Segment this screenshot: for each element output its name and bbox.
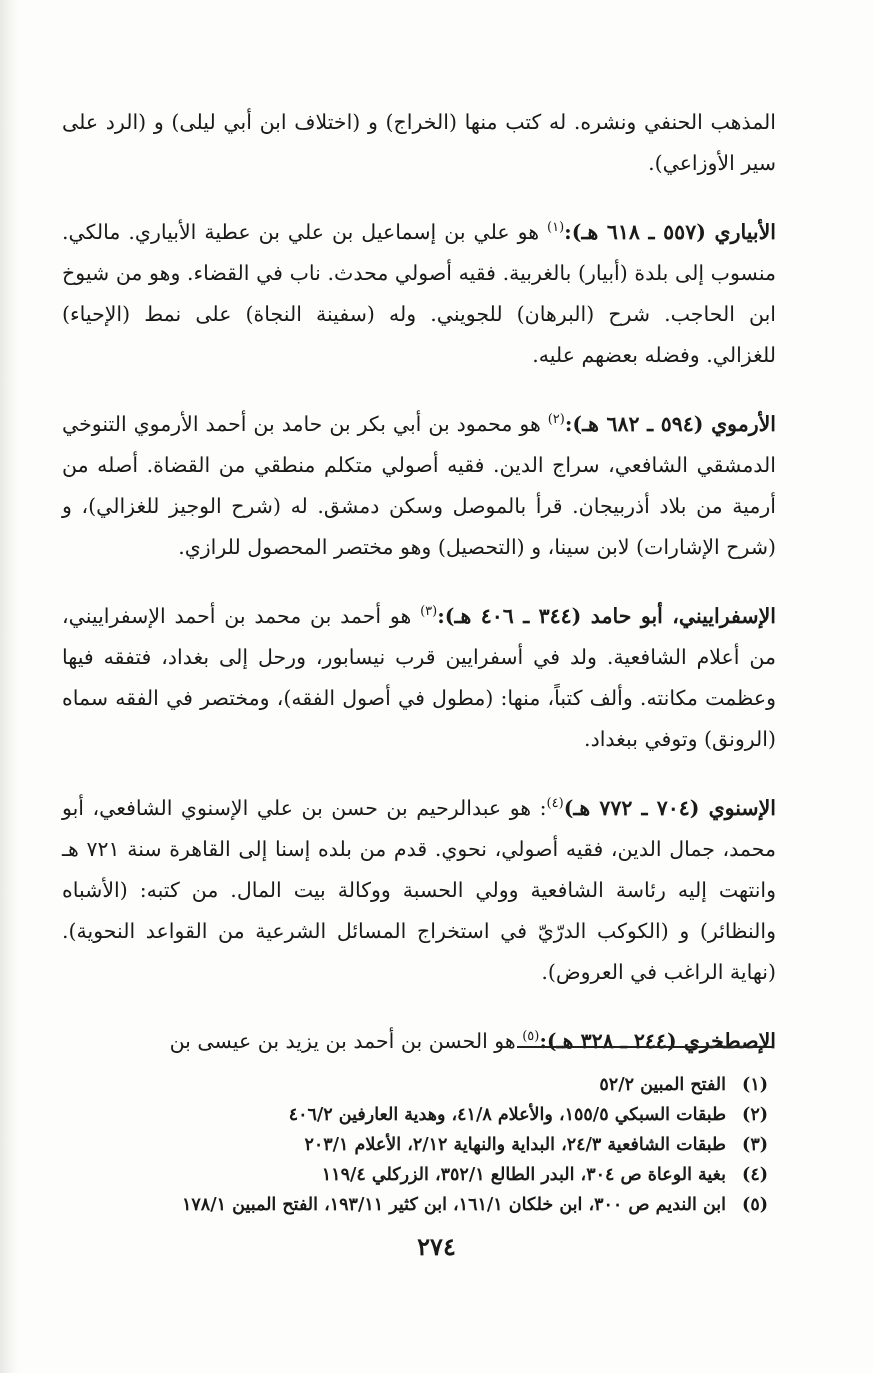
entry-armawi [62, 404, 776, 568]
entry-heading: الإسفراييني، أبو حامد (٣٤٤ ـ ٤٠٦ هـ): [437, 604, 776, 628]
footnote-item [62, 1100, 768, 1130]
footnotes-list [62, 1070, 768, 1220]
entry-body: هو علي بن إسماعيل بن علي بن عطية الأبياري. مالكي. منسوب إلى بلدة (أبيار) بالغربية. فقيه أصولي محدث. ناب في القضاء. وهو من شيوخ ابن الحاجب. شرح (البرهان) للجويني. وله (سفينة النجاة) على نمط (الإحياء) للغزالي. وفضله بعضهم عليه. [62, 220, 776, 367]
entry-body: : هو عبدالرحيم بن حسن بن علي الإسنوي الشافعي، أبو محمد، جمال الدين، فقيه أصولي، نحوي. قدم من بلده إسنا إلى القاهرة سنة ٧٢١ هـ وانتهت إليه رئاسة الشافعية وولي الحسبة ووكالة بيت المال. من كتبه: (الأشباه والنظائر) و (الكوكب الدرّيّ في استخراج المسائل الشرعية من القواعد النحوية). (نهاية الراغب في العروض). [62, 796, 777, 984]
entry-body: هو محمود بن أبي بكر بن حامد بن أحمد الأرموي التنوخي الدمشقي الشافعي، سراج الدين. فقيه أصولي متكلم منطقي من القضاة. أصله من أرمية من بلاد أذربيجان. قرأ بالموصل وسكن دمشق. له (شرح الوجيز للغزالي)، و (شرح الإشارات) لابن سينا، و (التحصيل) وهو مختصر المحصول للرازي. [62, 412, 776, 559]
entry-body: هو الحسن بن أحمد بن يزيد بن عيسى بن [169, 1029, 523, 1053]
footnote-number: (٤) [742, 1165, 768, 1185]
entry-isnawi [62, 788, 776, 993]
entry-heading: الإصطخري (٢٤٤ ـ ٣٢٨ هـ): [539, 1029, 776, 1053]
entry-isfarayini [62, 596, 776, 760]
footnote-number: (٣) [742, 1135, 768, 1155]
entry-heading: الأبياري (٥٥٧ ـ ٦١٨ هـ): [564, 220, 777, 244]
entry-istakhri [62, 1021, 776, 1062]
footnote-ref: (٤) [546, 796, 564, 812]
intro-paragraph [62, 102, 776, 184]
footnote-ref: (٣) [420, 604, 438, 620]
book-page-body [62, 102, 776, 1062]
footnote-item [62, 1190, 768, 1220]
entry-abyari [62, 212, 776, 376]
footnote-ref: (٢) [547, 412, 565, 428]
footnote-separator [517, 1046, 774, 1048]
page-number: ٢٧٤ [417, 1232, 456, 1261]
entry-body: هو أحمد بن محمد بن أحمد الإسفراييني، من أعلام الشافعية. ولد في أسفرايين قرب نيسابور، ورحل إلى بغداد، فتفقه فيها وعظمت مكانته. وألف كتباً، منها: (مطول في أصول الفقه)، ومختصر في الفقه سماه (الرونق) وتوفي ببغداد. [62, 604, 776, 751]
footnote-item [62, 1070, 768, 1100]
footnote-number: (٢) [742, 1105, 768, 1125]
footnote-text: بغية الوعاة ص ٣٠٤، البدر الطالع ٣٥٢/١، الزركلي ١١٩/٤ [321, 1165, 726, 1185]
footnote-item [62, 1160, 768, 1190]
footnote-number: (٥) [742, 1195, 768, 1215]
scan-edge-shadow [0, 0, 18, 1373]
footnote-text: ابن النديم ص ٣٠٠، ابن خلكان ١٦١/١، ابن كثير ١٩٣/١١، الفتح المبين ١٧٨/١ [182, 1195, 726, 1215]
footnote-text: طبقات الشافعية ٢٤/٣، البداية والنهاية ٢/١٢، الأعلام ٢٠٣/١ [304, 1135, 726, 1155]
entry-heading: الأرموي (٥٩٤ ـ ٦٨٢ هـ): [564, 412, 776, 436]
intro-text: المذهب الحنفي ونشره. له كتب منها (الخراج) و (اختلاف ابن أبي ليلى) و (الرد على سير الأوزاعي). [62, 110, 776, 175]
footnote-ref: (١) [547, 220, 565, 236]
footnote-number: (١) [742, 1075, 768, 1095]
footnote-ref: (٥) [522, 1029, 540, 1045]
footnote-text: طبقات السبكي ١٥٥/٥، والأعلام ٤١/٨، وهدية العارفين ٤٠٦/٢ [288, 1105, 726, 1125]
footnote-item [62, 1130, 768, 1160]
entry-heading: الإسنوي (٧٠٤ ـ ٧٧٢ هـ) [563, 796, 776, 820]
footnote-text: الفتح المبين ٥٢/٢ [599, 1075, 726, 1095]
